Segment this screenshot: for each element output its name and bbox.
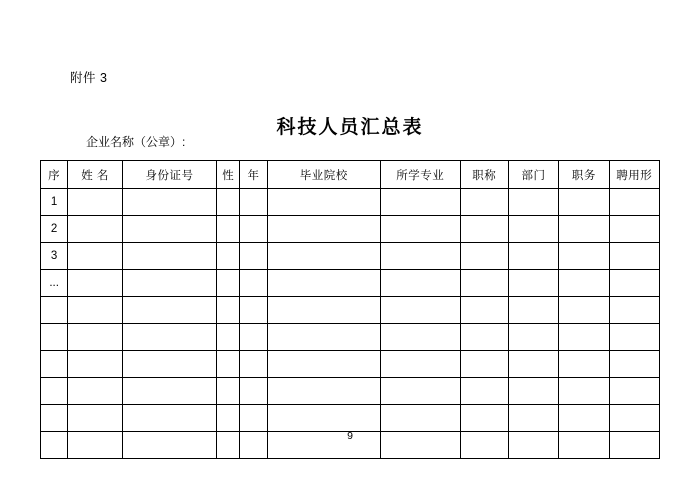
table-cell[interactable] — [460, 270, 508, 297]
table-row — [41, 351, 660, 378]
column-header-5: 毕业院校 — [267, 161, 380, 189]
table-row — [41, 216, 660, 243]
table-cell[interactable] — [460, 351, 508, 378]
table-cell[interactable] — [460, 378, 508, 405]
table-cell[interactable] — [68, 243, 123, 270]
table-cell[interactable] — [380, 351, 460, 378]
table-cell[interactable] — [122, 297, 216, 324]
table-cell[interactable] — [122, 189, 216, 216]
table-cell[interactable] — [267, 189, 380, 216]
table-cell[interactable] — [380, 270, 460, 297]
row-sequence-cell — [41, 297, 68, 324]
table-cell[interactable] — [559, 243, 609, 270]
table-cell[interactable] — [68, 297, 123, 324]
table-cell[interactable] — [380, 216, 460, 243]
row-sequence-cell: 1 — [41, 189, 68, 216]
table-cell[interactable] — [380, 324, 460, 351]
table-row — [41, 243, 660, 270]
table-cell[interactable] — [508, 189, 558, 216]
personnel-summary-table — [40, 160, 660, 459]
table-cell[interactable] — [122, 324, 216, 351]
table-cell[interactable] — [460, 189, 508, 216]
column-header-4: 年 — [240, 161, 267, 189]
table-cell[interactable] — [508, 243, 558, 270]
page-number: 9 — [347, 430, 353, 442]
table-cell[interactable] — [380, 378, 460, 405]
table-cell[interactable] — [217, 351, 240, 378]
table-cell[interactable] — [217, 216, 240, 243]
table-cell[interactable] — [267, 270, 380, 297]
table-cell[interactable] — [217, 405, 240, 432]
company-name-label: 企业名称（公章）: — [86, 135, 186, 149]
column-header-9: 职务 — [559, 161, 609, 189]
table-cell[interactable] — [609, 270, 659, 297]
table-cell[interactable] — [267, 216, 380, 243]
table-cell[interactable] — [217, 297, 240, 324]
table-cell[interactable] — [240, 297, 267, 324]
table-cell[interactable] — [559, 216, 609, 243]
table-cell[interactable] — [240, 243, 267, 270]
table-cell[interactable] — [380, 297, 460, 324]
table-row — [41, 270, 660, 297]
column-header-3: 性 — [217, 161, 240, 189]
table-cell[interactable] — [240, 270, 267, 297]
table-cell[interactable] — [122, 405, 216, 432]
table-row — [41, 405, 660, 432]
column-header-10: 聘用形 — [609, 161, 659, 189]
table-cell[interactable] — [609, 216, 659, 243]
table-cell[interactable] — [217, 324, 240, 351]
row-sequence-cell: 2 — [41, 216, 68, 243]
table-cell[interactable] — [122, 243, 216, 270]
table-cell[interactable] — [380, 243, 460, 270]
table-row — [41, 324, 660, 351]
table-header-row — [41, 161, 660, 189]
row-sequence-cell — [41, 405, 68, 432]
attachment-label: 附件 3 — [70, 71, 108, 85]
table-cell[interactable] — [460, 297, 508, 324]
table-cell[interactable] — [460, 324, 508, 351]
table-cell[interactable] — [559, 405, 609, 432]
table-cell[interactable] — [508, 297, 558, 324]
table-cell[interactable] — [267, 297, 380, 324]
table-cell[interactable] — [609, 378, 659, 405]
column-header-0: 序 — [41, 161, 68, 189]
column-header-8: 部门 — [508, 161, 558, 189]
table-cell[interactable] — [68, 216, 123, 243]
table-cell[interactable] — [122, 378, 216, 405]
table-cell[interactable] — [122, 216, 216, 243]
table-cell[interactable] — [380, 189, 460, 216]
table-cell[interactable] — [68, 324, 123, 351]
table-row — [41, 189, 660, 216]
page-title: 科技人员汇总表 — [276, 117, 424, 138]
table-cell[interactable] — [559, 270, 609, 297]
table-cell[interactable] — [68, 270, 123, 297]
table-cell[interactable] — [508, 270, 558, 297]
table-cell[interactable] — [240, 405, 267, 432]
table-cell[interactable] — [508, 378, 558, 405]
column-header-6: 所学专业 — [380, 161, 460, 189]
table-cell[interactable] — [267, 405, 380, 432]
table-cell[interactable] — [68, 351, 123, 378]
table-cell[interactable] — [240, 216, 267, 243]
table-cell[interactable] — [380, 405, 460, 432]
table-cell[interactable] — [609, 351, 659, 378]
table-cell[interactable] — [508, 324, 558, 351]
table-cell[interactable] — [122, 270, 216, 297]
table-cell[interactable] — [559, 189, 609, 216]
table-cell[interactable] — [267, 243, 380, 270]
table-cell[interactable] — [240, 324, 267, 351]
table-cell[interactable] — [68, 405, 123, 432]
row-sequence-cell — [41, 324, 68, 351]
table-cell[interactable] — [559, 351, 609, 378]
table-cell[interactable] — [217, 270, 240, 297]
table-cell[interactable] — [609, 243, 659, 270]
table-row — [41, 378, 660, 405]
column-header-7: 职称 — [460, 161, 508, 189]
table-cell[interactable] — [559, 324, 609, 351]
table-cell[interactable] — [508, 216, 558, 243]
table-cell[interactable] — [217, 189, 240, 216]
table-cell[interactable] — [460, 216, 508, 243]
table-cell[interactable] — [609, 189, 659, 216]
table-cell[interactable] — [217, 378, 240, 405]
table-cell[interactable] — [609, 405, 659, 432]
column-header-2: 身份证号 — [122, 161, 216, 189]
table-cell[interactable] — [68, 378, 123, 405]
table-cell[interactable] — [267, 351, 380, 378]
row-sequence-cell — [41, 351, 68, 378]
table-cell[interactable] — [460, 405, 508, 432]
table-cell[interactable] — [559, 297, 609, 324]
table-cell[interactable] — [122, 351, 216, 378]
table-cell[interactable] — [240, 351, 267, 378]
table-cell[interactable] — [240, 189, 267, 216]
table-cell[interactable] — [609, 297, 659, 324]
table-cell[interactable] — [240, 378, 267, 405]
table-cell[interactable] — [609, 324, 659, 351]
column-header-1: 姓 名 — [68, 161, 123, 189]
table-cell[interactable] — [508, 351, 558, 378]
table-cell[interactable] — [217, 243, 240, 270]
table-cell[interactable] — [460, 243, 508, 270]
table-cell[interactable] — [68, 189, 123, 216]
table-cell[interactable] — [559, 378, 609, 405]
table-cell[interactable] — [267, 324, 380, 351]
row-sequence-cell: 3 — [41, 243, 68, 270]
table-row — [41, 297, 660, 324]
table-cell[interactable] — [508, 405, 558, 432]
table-cell[interactable] — [267, 378, 380, 405]
row-sequence-cell — [41, 378, 68, 405]
row-sequence-cell: ... — [41, 270, 68, 297]
